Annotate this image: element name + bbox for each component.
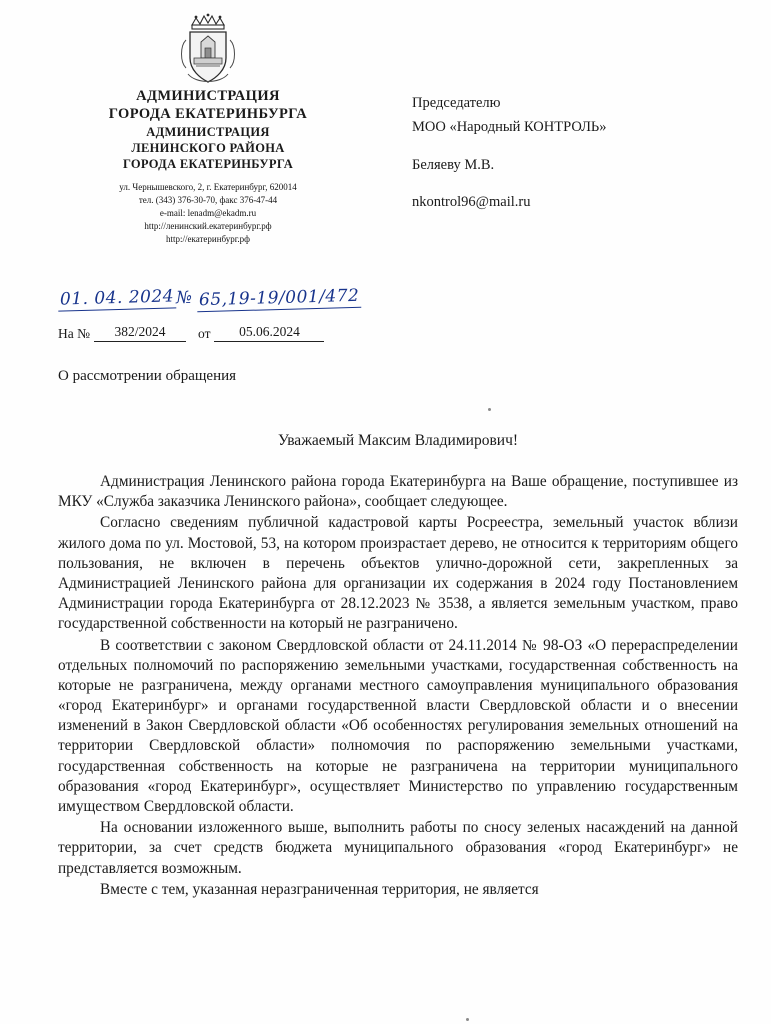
addressee-organization: МОО «Народный КОНТРОЛЬ» (412, 119, 607, 136)
incoming-date: 05.06.2024 (214, 324, 324, 342)
organization-block (58, 88, 358, 246)
registration-number-label: № (175, 287, 194, 309)
scan-artifact-dot (488, 408, 491, 411)
addressee-email: nkontrol96@mail.ru (412, 194, 531, 211)
from-label: от (198, 326, 211, 341)
incoming-reference-row (58, 324, 418, 342)
document-subject: О рассмотрении обращения (58, 368, 237, 384)
org-site-city: http://екатеринбург.рф (165, 234, 251, 245)
org-phone: тел. (343) 376-30-70, факс 376-47-44 (138, 195, 278, 206)
addressee-name: Беляеву М.В. (412, 156, 495, 173)
body-paragraph-3: В соответствии с законом Свердловской области от 24.11.2014 № 98-ОЗ «О перераспределении отдельных полномочий по распоряжению земельными участками, государственная собственность на которые не разграничена, между органами местного самоуправления муниципального образования «город Екатеринбург» и органами государственной власти Свердловской области и о внесении изменений в Закон Свердловской области «Об особенностях регулирования земельных отношений на территории Свердловской области» полномочия по распоряжению земельными участками, государственная собственность на которые не разграничена на территории муниципального образования «город Екатеринбург», осуществляет Министерство по управлению государственным имуществом Свердловской области. (58, 636, 738, 815)
registration-number-handwritten: 65,19-19/001/472 (196, 286, 361, 313)
body-paragraph-2: Согласно сведениям публичной кадастровой карты Росреестра, земельный участок вблизи жилого дома по ул. Мостовой, 53, на котором произрастает дерево, не относится к территориям общего пользования, не включен в перечень объектов улично-дорожной сети, закрепленных за Администрацией Ленинского района для организации их содержания в 2024 году Постановлением Администрации города Екатеринбурга от 28.12.2023 № 3538, а является земельным участком, право государственной собственности на который не разграничено. (58, 514, 738, 633)
addressee-role: Председателю (412, 95, 501, 111)
incoming-label: На № (58, 326, 90, 341)
body-paragraph-5: Вместе с тем, указанная неразграниченная территория, не является (100, 880, 539, 898)
incoming-number: 382/2024 (94, 324, 186, 342)
org-site-district: http://ленинский.екатеринбург.рф (144, 221, 272, 232)
coat-of-arms-icon (168, 12, 248, 90)
body-paragraph-1: Администрация Ленинского района города Екатеринбурга на Ваше обращение, поступившее из МКУ «Служба заказчика Ленинского района», сообщает следующее. (58, 473, 738, 511)
salutation: Уважаемый Максим Владимирович! (277, 432, 519, 449)
registration-handwritten-row (58, 285, 418, 311)
registration-date-handwritten: 01. 04. 2024 (58, 286, 177, 311)
addressee-block (412, 92, 606, 216)
org-main-line2: ГОРОДА ЕКАТЕРИНБУРГА (108, 105, 308, 122)
scan-artifact-dot-bottom (466, 1018, 469, 1021)
document-body (58, 472, 738, 900)
org-sub-line3: ГОРОДА ЕКАТЕРИНБУРГА (122, 156, 294, 171)
org-email: e-mail: lenadm@ekadm.ru (159, 208, 257, 219)
org-address: ул. Чернышевского, 2, г. Екатеринбург, 620014 (119, 182, 297, 193)
body-paragraph-4: На основании изложенного выше, выполнить работы по сносу зеленых насаждений на данной территории, за счет средств бюджета муниципального образования «город Екатеринбург» не представляется возможным. (58, 819, 738, 877)
registration-block (58, 285, 418, 342)
org-sub-line1: АДМИНИСТРАЦИЯ (146, 125, 270, 140)
org-sub-line2: ЛЕНИНСКОГО РАЙОНА (131, 141, 285, 155)
letterhead (0, 0, 771, 90)
org-main-line1: АДМИНИСТРАЦИЯ (136, 88, 280, 104)
org-contacts (58, 181, 358, 246)
